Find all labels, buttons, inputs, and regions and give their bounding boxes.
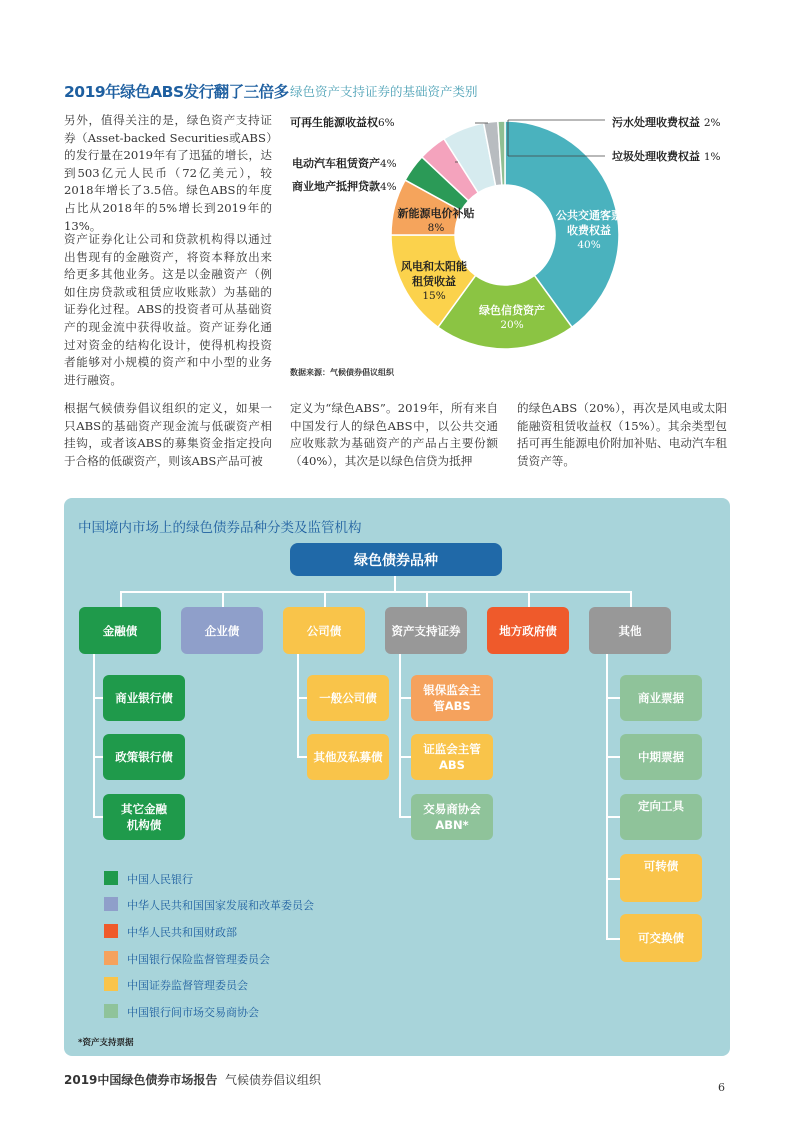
node-general-corporate-bond: 一般公司债 [307, 675, 389, 721]
connector-corporate [324, 591, 326, 607]
chart-label-transit [552, 208, 626, 253]
legend-swatch-nafmii [104, 1004, 118, 1018]
chart-label-text: 新能源电价补贴 [397, 207, 475, 220]
connector-enterprise [222, 591, 224, 607]
chart-label-text: 污水处理收费权益 [612, 116, 700, 129]
connector-stub [399, 756, 411, 758]
chart-label-green-credit [468, 303, 556, 333]
node-commercial-bank-bond: 商业银行债 [103, 675, 185, 721]
connector-stub [606, 938, 620, 940]
category-abs: 资产支持证券 [385, 607, 467, 654]
section-heading: 2019年绿色ABS发行翻了三倍多 [64, 83, 289, 101]
connector-stub [606, 816, 620, 818]
connector-financial [120, 591, 122, 607]
node-cbirc-abs: 银保监会主管ABS [411, 675, 493, 721]
chart-label-pct: 4% [380, 181, 397, 193]
chart-label-pct: 2% [703, 117, 721, 129]
chart-label-garbage [612, 148, 721, 164]
chart-label-text: 公共交通客票收费权益 [556, 209, 622, 237]
chart-label-sewage [612, 114, 721, 130]
connector-corporate-children [297, 654, 299, 758]
chart-label-text: 风电和太阳能租赁收益 [401, 260, 467, 288]
paragraph-securitization: 资产证券化让公司和贷款机构得以通过出售现有的金融资产，将资本释放出来给更多其他业务。这是以金融资产（例如住房贷款或租赁应收账款）为基础的证券化过程。ABS的投资者可从基础资产的现金流中获得收益。资产证券化通过对资金的结构化设计，使得机构投资者能够对小规模的资产和中小型的业务进行融资。 [64, 232, 272, 387]
connector-root-down [394, 576, 396, 592]
legend-swatch-cbirc [104, 951, 118, 965]
legend-label-csrc: 中国证券监督管理委员会 [127, 979, 248, 992]
chart-label-commercial [292, 178, 397, 194]
chart-label-renewable [290, 114, 395, 130]
node-policy-bank-bond: 政策银行债 [103, 734, 185, 780]
paragraph-col-3: 的绿色ABS（20%），再次是风电或太阳能融资租赁收益权（15%）。其余类型包括可再生能源电价附加补贴、电动汽车租赁资产等。 [517, 401, 727, 468]
chart-label-wind-solar [398, 259, 470, 304]
connector-other [630, 591, 632, 607]
node-csrc-abs: 证监会主管ABS [411, 734, 493, 780]
connector-stub [399, 697, 411, 699]
chart-title: 绿色资产支持证券的基础资产类别 [290, 84, 478, 99]
chart-label-pct: 1% [703, 151, 721, 163]
legend-swatch-mof [104, 924, 118, 938]
chart-label-pct: 40% [577, 239, 601, 251]
node-private-placement-note: 定向工具 [620, 794, 702, 840]
connector-stub [606, 697, 620, 699]
node-exchangeable-bond: 可交换债 [620, 914, 702, 962]
node-commercial-paper: 商业票据 [620, 675, 702, 721]
legend-label-pboc: 中国人民银行 [127, 873, 193, 886]
connector-stub [606, 756, 620, 758]
chart-label-text: 电动汽车租赁资产 [292, 157, 380, 170]
chart-label-pct: 15% [422, 290, 446, 302]
connector-stub [399, 816, 411, 818]
diagram-title: 中国境内市场上的绿色债券品种分类及监管机构 [78, 520, 362, 536]
legend-label-mof: 中华人民共和国财政部 [127, 926, 237, 939]
diagram-root-node: 绿色债券品种 [290, 543, 502, 576]
chart-label-text: 垃圾处理收费权益 [612, 150, 700, 163]
node-private-placement-bond: 其他及私募债 [307, 734, 389, 780]
node-convertible-bond: 可转债 [620, 854, 702, 902]
chart-label-pct: 20% [500, 319, 524, 331]
chart-label-subsidy [396, 206, 476, 236]
chart-label-pct: 4% [380, 158, 397, 170]
chart-label-text: 商业地产抵押贷款 [292, 180, 380, 193]
node-medium-term-note: 中期票据 [620, 734, 702, 780]
legend-label-cbirc: 中国银行保险监督管理委员会 [127, 953, 270, 966]
connector-financial-children [93, 654, 95, 818]
footer-org: 气候债券倡议组织 [225, 1073, 322, 1087]
paragraph-green-abs-growth: 另外，值得关注的是，绿色资产支持证券（Asset-backed Securities或ABS）的发行量在2019年有了迅猛的增长，达到503亿元人民币（72亿美元），较2018年增长了3.5倍。绿色ABS的年度占比从2018年的5%增长到2019年的13%。 [64, 113, 272, 233]
page-footer [64, 1071, 321, 1088]
legend-swatch-ndrc [104, 897, 118, 911]
category-local-gov-bond: 地方政府债 [487, 607, 569, 654]
paragraph-col-2: 定义为“绿色ABS”。2019年，所有来自中国发行人的绿色ABS中，以公共交通应收账款为基础资产的产品占主要份额（40%），其次是以绿色信贷为抵押 [290, 401, 498, 468]
chart-label-pct: 6% [378, 117, 395, 129]
chart-source: 数据来源：气候债券倡议组织 [290, 368, 394, 377]
footer-report-title: 2019中国绿色债券市场报告 [64, 1073, 218, 1087]
node-other-financial-bond: 其它金融机构债 [103, 794, 185, 840]
chart-label-ev [292, 155, 397, 171]
chart-label-text: 绿色信贷资产 [479, 304, 545, 317]
paragraph-col-1: 根据气候债券倡议组织的定义，如果一只ABS的基础资产现金流与低碳资产相挂钩，或者该ABS的募集资金指定投向于合格的低碳资产，则该ABS产品可被 [64, 401, 272, 468]
legend-label-ndrc: 中华人民共和国国家发展和改革委员会 [127, 899, 314, 912]
legend-swatch-csrc [104, 977, 118, 991]
category-enterprise-bond: 企业债 [181, 607, 263, 654]
connector-horizontal [120, 591, 631, 593]
category-financial-bond: 金融债 [79, 607, 161, 654]
category-other: 其他 [589, 607, 671, 654]
category-corporate-bond: 公司债 [283, 607, 365, 654]
legend-swatch-pboc [104, 871, 118, 885]
chart-label-text: 可再生能源收益权 [290, 116, 378, 129]
diagram-footnote: *资产支持票据 [78, 1038, 134, 1048]
page-number: 6 [718, 1081, 725, 1094]
legend-label-nafmii: 中国银行间市场交易商协会 [127, 1006, 259, 1019]
connector-stub [606, 878, 620, 880]
connector-abs-children [399, 654, 401, 818]
node-nafmii-abn: 交易商协会ABN* [411, 794, 493, 840]
connector-abs [426, 591, 428, 607]
chart-leader-lines [380, 110, 630, 180]
connector-local-gov [528, 591, 530, 607]
chart-label-pct: 8% [427, 222, 445, 234]
